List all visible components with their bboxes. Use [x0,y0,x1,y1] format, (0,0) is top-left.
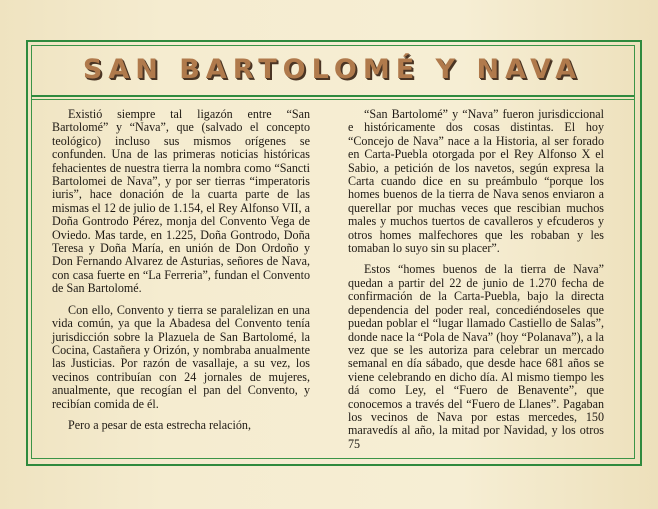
left-column [52,108,310,432]
paragraph: Existió siempre tal ligazón entre “San Bartolomé” y “Nava”, que (salvado el concepto teológico) incluso sus mismos orígenes se confunden. Una de las primeras noticias históricas fehacientes de nuestra tierra la nombra como “Sancti Bartolomei de Nava”, y por ser tierras “imperatoris iuris”, hace donación de la cuarta parte de las mismas el 12 de julio de 1.154, el Rey Alfonso VII, a Doña Gontrodo Pérez, monja del Convento Vega de Oviedo. Mas tarde, en 1.225, Doña Gontrodo, Doña Teresa y Doña María, en unión de Don Ordoño y Don Fernando Alvarez de Asturias, señores de Nava, con casa fuerte en “La Ferreria”, fundan el Convento de San Bartolomé. [52,107,310,296]
paragraph: Estos “homes buenos de la tierra de Nava” quedan a partir del 22 de junio de 1.270 fecha de confirmación de la Carta-Puebla, bajo la directa dependencia del poder real, concediéndoseles que puedan poblar el “lugar llamado Castiello de Salas”, donde nace la “Pola de Nava” (hoy “Polanava”), a la vez que se les autoriza para celebrar un mercado semanal en día sábado, que desde hace 681 años se viene celebrando en dicho día. Al mismo tiempo les dá como Ley, el “Fuero de Benavente”, que conocemos a través del “Fuero de Llanes”. Pagaban los vecinos de Nava por estas mercedes, 150 maravedís al año, la mitad por Navidad, y los otros 75 [348,262,604,451]
title-divider [31,95,634,97]
paragraph: “San Bartolomé” y “Nava” fueron jurisdiccional e históricamente dos cosas distintas. El hoy “Concejo de Nava” nace a la Historia, al ser forado en Carta-Puebla otorgada por el Rey Alfonso X el Sabio, a petición de los navetos, según expresa la Carta cuando dice en su preámbulo “porque los homes buenos de la tierra de Nava senos enviaron a querellar por muchas veces que rescibian muchos males y muchos tuertos de cavalleros y efcuderos y otros homes malfechores que les robaban y les tomaban lo suyo sin su placer”. [348,107,604,256]
paragraph: Pero a pesar de esta estrecha relación, [68,417,251,432]
right-column [348,108,604,451]
page-title: SAN BARTOLOMÉ Y NAVA [82,54,583,85]
title-divider-thin [31,99,634,100]
paragraph: Con ello, Convento y tierra se paralelizan en una vida común, ya que la Abadesa del Convento tenía jurisdicción sobre la Plazuela de San Bartolomé, la Cocina, Castañera y Orizón, y nombraba anualmente las Justicias. Por razón de vasallaje, a su vez, los vecinos contribuían con 24 jornales de mujeres, anualmente, que recogían el pan del Convento, y recibían comida de él. [52,302,310,411]
